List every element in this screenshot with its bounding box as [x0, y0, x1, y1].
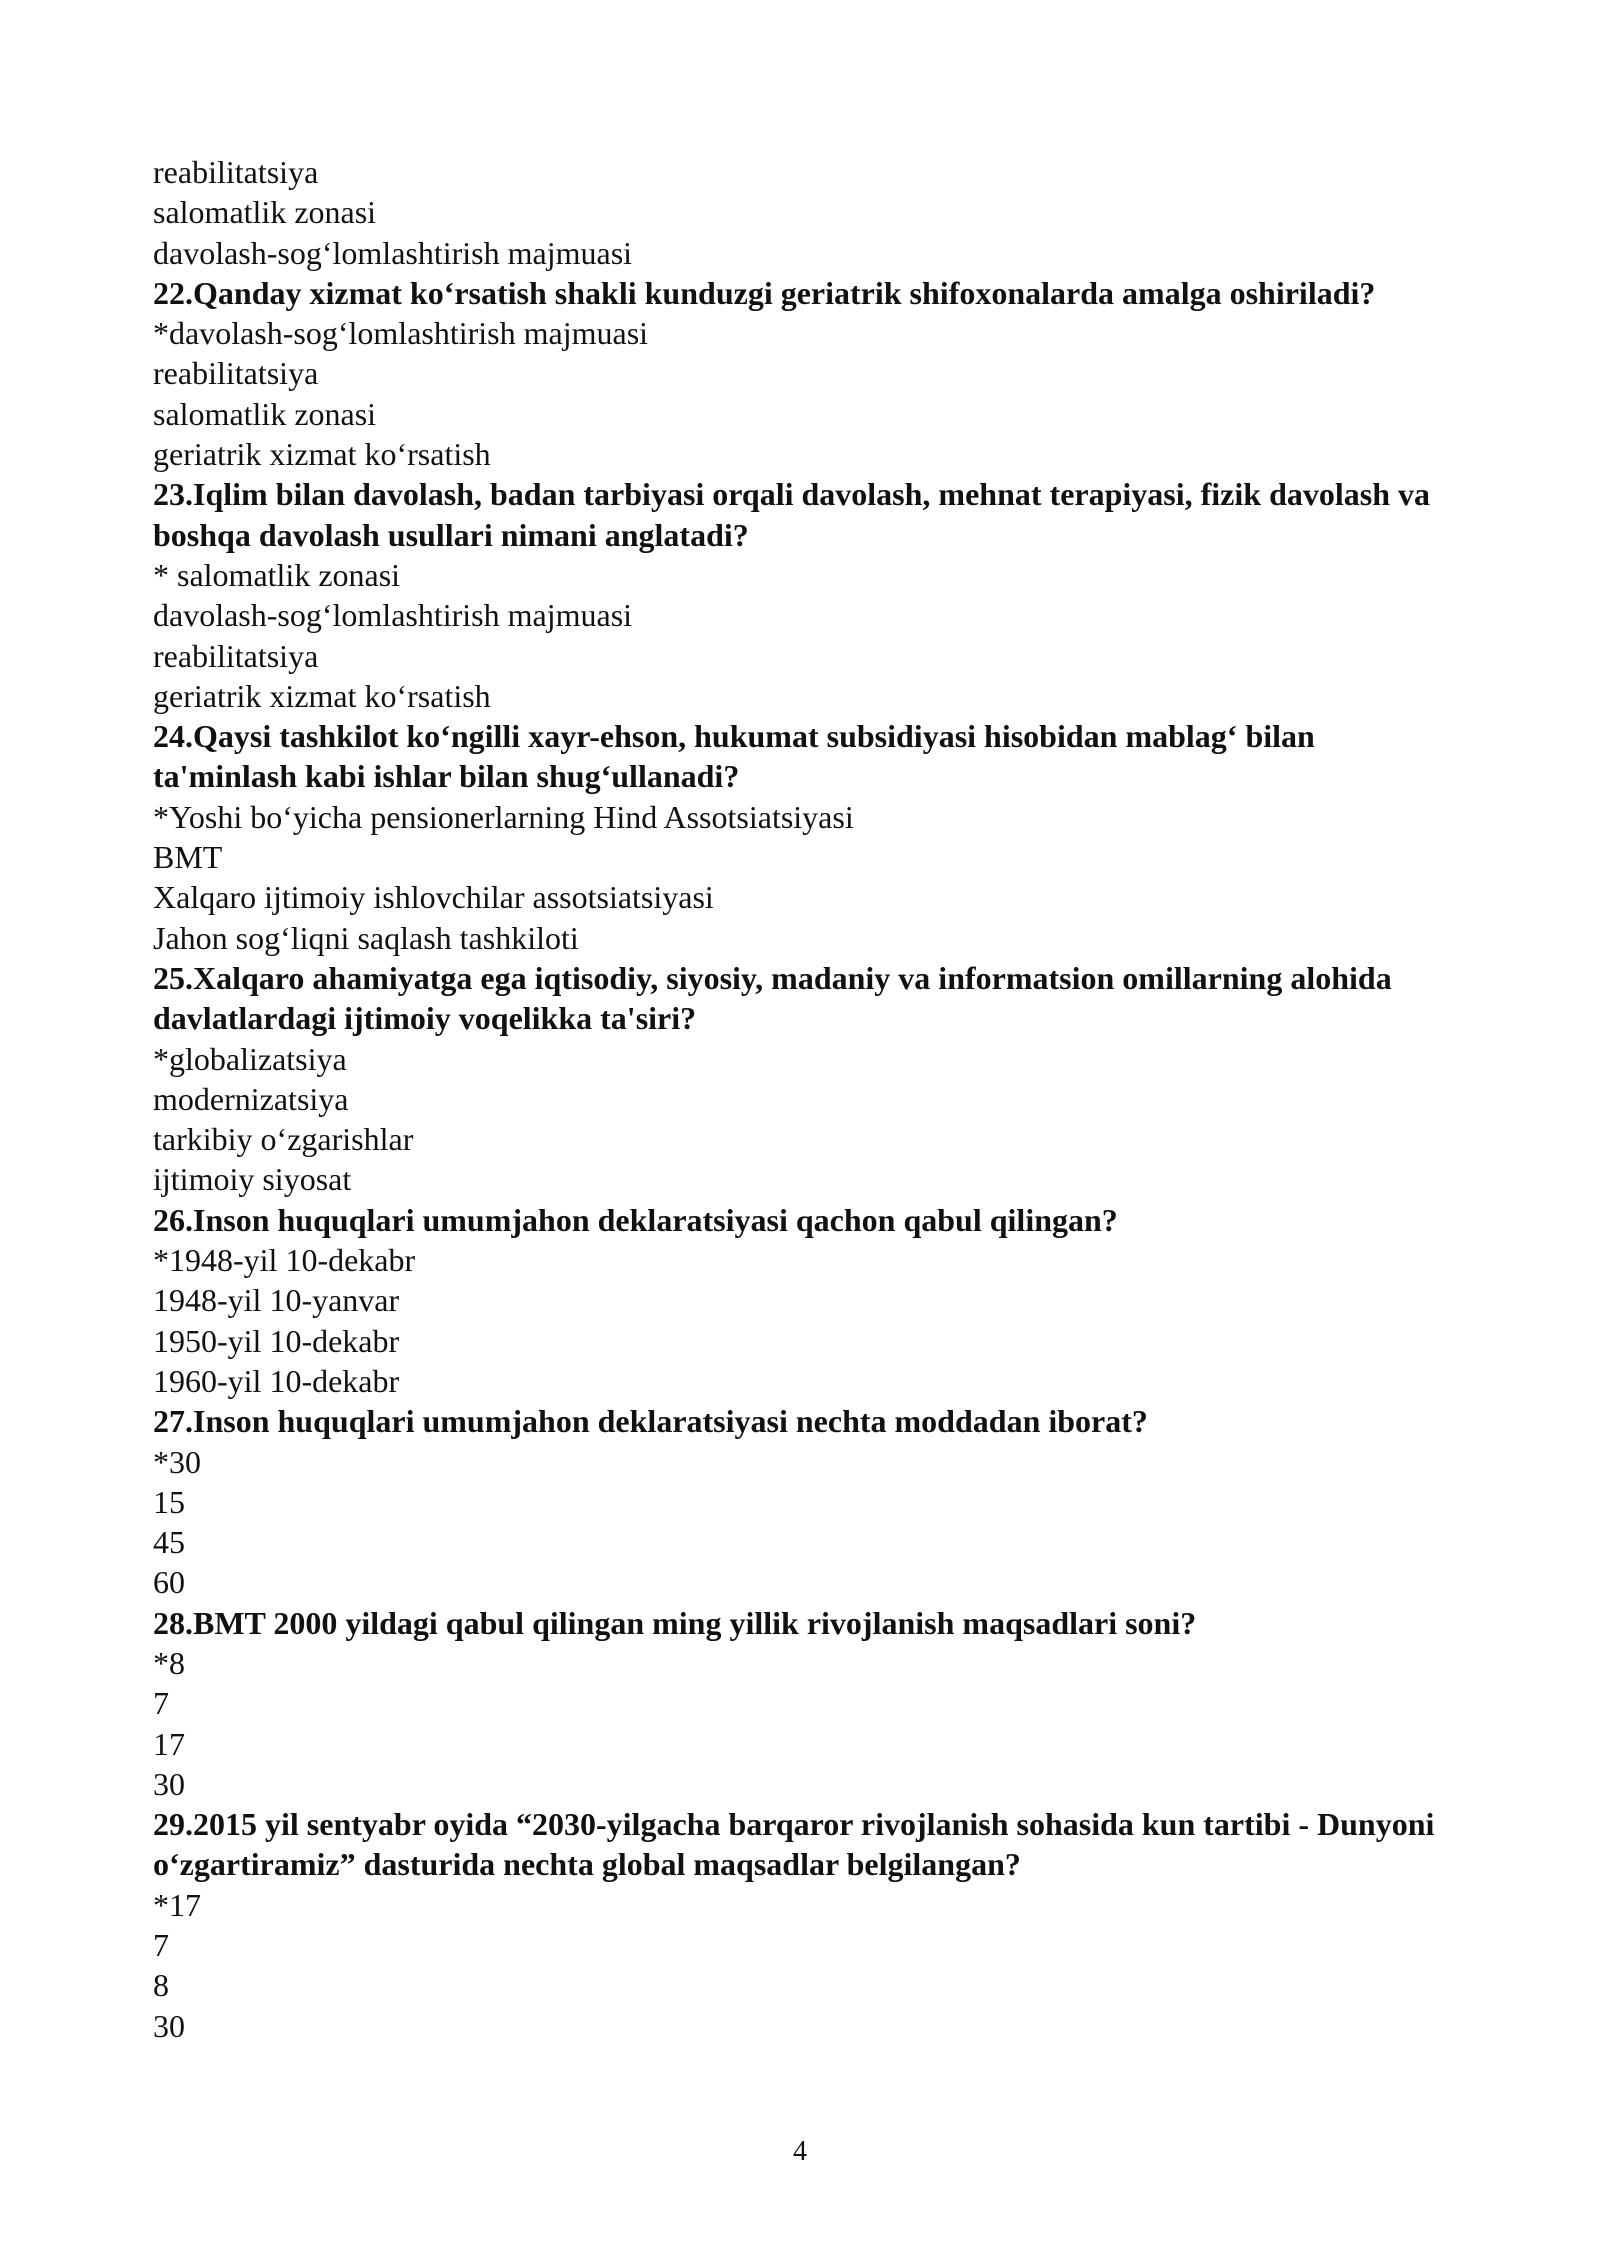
answer-option: 30	[153, 2007, 185, 2044]
answer-option: 7	[153, 1927, 169, 1964]
page-number: 4	[793, 2136, 807, 2167]
question-22: 22.Qanday xizmat ko‘rsatish shakli kunduzgi geriatrik shifoxonalarda amalga oshiriladi?	[153, 274, 1376, 311]
answer-option: geriatrik xizmat ko‘rsatish	[153, 436, 491, 473]
question-27: 27.Inson huquqlari umumjahon deklaratsiyasi nechta moddadan iborat?	[153, 1403, 1148, 1440]
answer-option: 30	[153, 1765, 185, 1802]
answer-option: *Yoshi bo‘yicha pensionerlarning Hind Assotsiatsiyasi	[153, 798, 854, 835]
question-24: 24.Qaysi tashkilot ko‘ngilli xayr-ehson, hukumat subsidiyasi hisobidan mablag‘ bilan ta'minlash kabi ishlar bilan shug‘ullanadi?	[153, 718, 1315, 795]
question-25: 25.Xalqaro ahamiyatga ega iqtisodiy, siyosiy, madaniy va informatsion omillarning alohida davlatlardagi ijtimoiy voqelikka ta'siri?	[153, 959, 1392, 1037]
answer-option: geriatrik xizmat ko‘rsatish	[153, 677, 491, 714]
answer-option: tarkibiy o‘zgarishlar	[153, 1121, 414, 1158]
answer-option: 45	[153, 1524, 185, 1561]
answer-option: *globalizatsiya	[153, 1040, 347, 1077]
answer-option: davolash-sog‘lomlashtirish majmuasi	[153, 597, 633, 634]
answer-option: *1948-yil 10-dekabr	[153, 1242, 416, 1279]
answer-option: Xalqaro ijtimoiy ishlovchilar assotsiatsiyasi	[153, 879, 714, 916]
question-26: 26.Inson huquqlari umumjahon deklaratsiyasi qachon qabul qilingan?	[153, 1201, 1118, 1238]
answer-option: 1960-yil 10-dekabr	[153, 1362, 400, 1399]
answer-option: reabilitatsiya	[153, 637, 319, 674]
answer-option: 1950-yil 10-dekabr	[153, 1322, 400, 1359]
answer-option: modernizatsiya	[153, 1080, 349, 1117]
answer-option: 17	[153, 1725, 185, 1762]
answer-option: *davolash-sog‘lomlashtirish majmuasi	[153, 315, 649, 352]
answer-option: Jahon sog‘liqni saqlash tashkiloti	[153, 919, 579, 956]
lead-option: salomatlik zonasi	[153, 194, 377, 231]
answer-option: 7	[153, 1685, 169, 1722]
question-29: 29.2015 yil sentyabr oyida “2030-yilgacha barqaror rivojlanish sohasida kun tartibi - Dunyoni o‘zgartiramiz” dasturida nechta global maqsadlar belgilangan?	[153, 1806, 1435, 1883]
answer-option: 15	[153, 1483, 185, 1520]
answer-option: *30	[153, 1443, 201, 1480]
answer-option: 60	[153, 1564, 185, 1601]
lead-option: davolash-sog‘lomlashtirish majmuasi	[153, 234, 633, 271]
answer-option: 8	[153, 1967, 169, 2004]
answer-option: BMT	[153, 839, 223, 876]
question-23: 23.Iqlim bilan davolash, badan tarbiyasi orqali davolash, mehnat terapiyasi, fizik davolash va boshqa davolash usullari nimani anglatadi?	[153, 476, 1430, 553]
question-28: 28.BMT 2000 yildagi qabul qilingan ming yillik rivojlanish maqsadlari soni?	[153, 1604, 1197, 1641]
lead-option: reabilitatsiya	[153, 154, 319, 190]
answer-option: * salomatlik zonasi	[153, 556, 401, 593]
answer-option: ijtimoiy siyosat	[153, 1161, 352, 1198]
answer-option: reabilitatsiya	[153, 355, 319, 392]
page-content	[153, 152, 1453, 2046]
answer-option: *17	[153, 1886, 201, 1923]
answer-option: 1948-yil 10-yanvar	[153, 1282, 400, 1319]
answer-option: salomatlik zonasi	[153, 395, 377, 432]
answer-option: *8	[153, 1644, 185, 1681]
